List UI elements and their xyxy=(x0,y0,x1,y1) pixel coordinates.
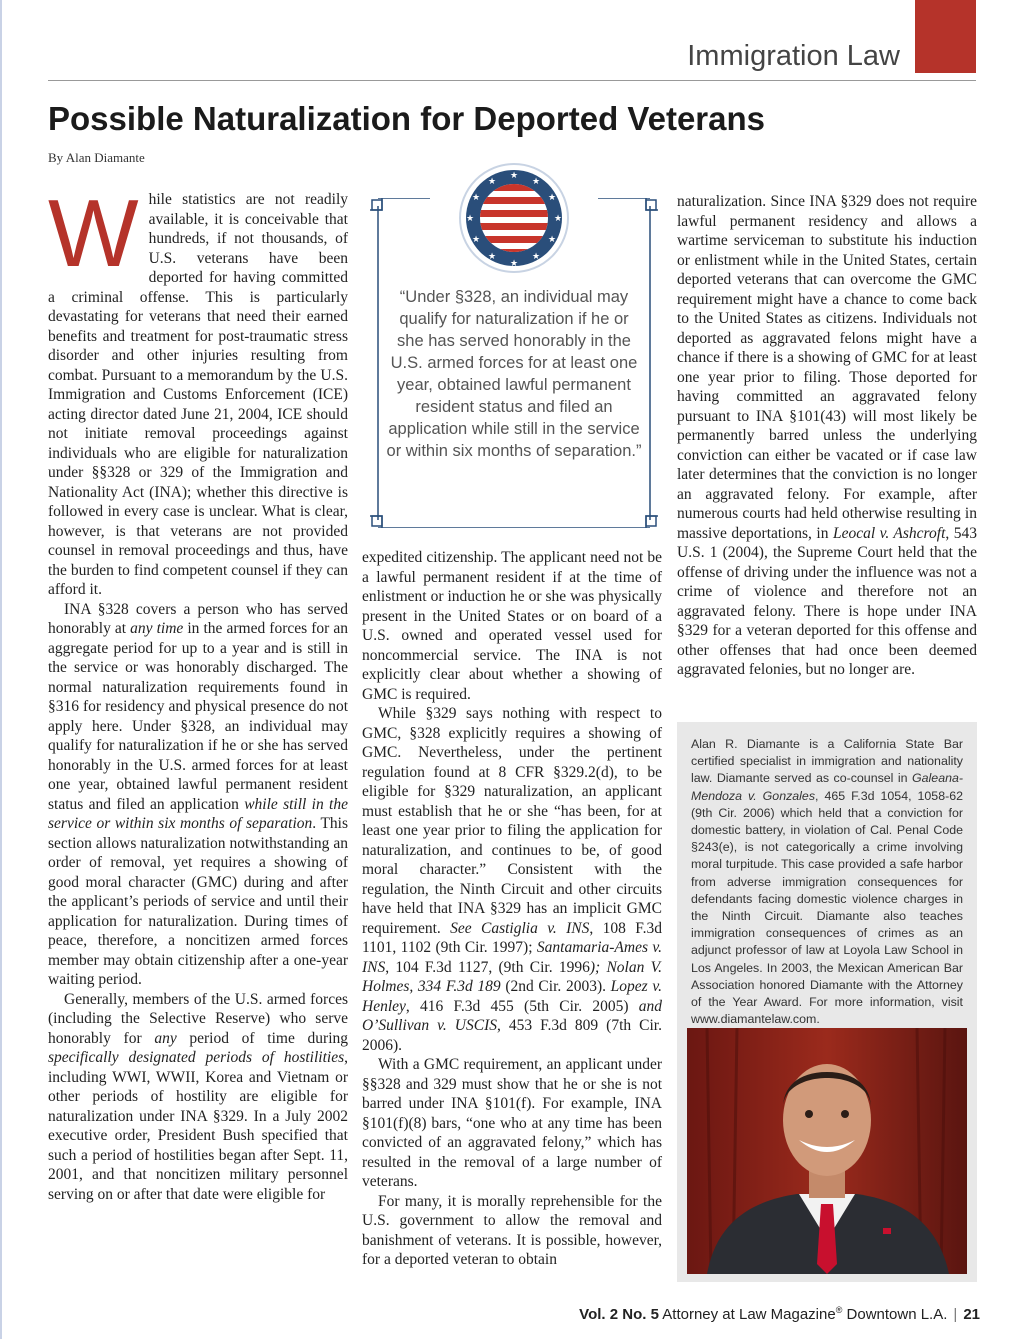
paragraph: While statistics are not readily available, it is conceivable that hundreds, if not thousands, of U.S. veterans have been deported for having committed a criminal offense. This is particularly devastating for veterans that need their earned benefits and treatment for post-traumatic stress disorder and other injuries resulting from combat. Pursuant to a memorandum by the U.S. Immigration and Customs Enforcement (ICE) acting director dated June 21, 2004, ICE should not initiate removal proceedings against individuals who are eligible for naturalization under §§328 or 329 of the Immigration and Nationality Act (INA); whether this directive is followed in every case is unclear. What is clear, however, is that veterans are not provided counsel in removal proceedings and thus, have the burden to find competent counsel if they can afford it. xyxy=(48,180,348,598)
section-color-tab xyxy=(915,0,976,73)
byline: By Alan Diamante xyxy=(48,150,145,165)
edition-name: Downtown L.A. xyxy=(846,1306,948,1323)
svg-text:★: ★ xyxy=(465,214,475,224)
pull-quote: “Under §328, an individual may qualify for naturalization if he or she has served honorably in the U.S. armed forces for at least one year, obtained lawful permanent resident status and filed an application while still in the service or within six months of separation.” xyxy=(386,288,642,460)
svg-text:★: ★ xyxy=(553,214,563,224)
paragraph: While §329 says nothing with respect to GMC, §328 explicitly requires a showing of GMC. Nevertheless, under the pertinent regulation found at 8 CFR §329.2(d), to be eligible for §329 naturalization, an applicant must establish that he or she “has been, for at least one year prior to filing the application for naturalization, and continues to be, of good moral character.” Consistent with the regulation, the Ninth Circuit and other circuits have held that INA §329 has an implicit GMC requirement. See Castiglia v. INS, 108 F.3d 1101, 1102 (9th Cir. 1997); Santamaria-Ames v. INS, 104 F.3d 1127, (9th Cir. 1996); Nolan V. Holmes, 334 F.3d 189 (2nd Cir. 2003). Lopez v. Henley, 416 F.3d 455 (5th Cir. 2005) and O’Sullivan v. USCIS, 453 F.3d 809 (7th Cir. 2006). xyxy=(362,705,662,1054)
author-bio-box xyxy=(677,722,977,1282)
issue-number: Vol. 2 No. 5 xyxy=(579,1306,659,1323)
svg-text:★: ★ xyxy=(509,259,519,269)
page-footer xyxy=(420,1305,980,1323)
paragraph: naturalization. Since INA §329 does not require lawful permanent residency and allows a wartime serviceman to substitute his induction or enlistment while in the United States, certain deported veterans that can overcome the GMC requirement might have a chance to come back to the United States as citizens. Individuals not deported as aggravated felons might have a chance if there is a showing of GMC for at least one year prior to filing. Those deported for having committed an aggravated felony pursuant to INA §101(43) will most likely be permanently barred unless the underlying conviction can either be vacated or if case law later determines that the conviction is no longer an aggravated felony. For example, after numerous courts had held otherwise resulting in massive deportations, in Leocal v. Ashcroft, 543 U.S. 1 (2004), the Supreme Court held that the offense of driving under the influence was not a crime of violence and therefore not an aggravated felony. There is hope under INA §329 for a veteran deported for this offense and other offenses that had once been deemed aggravated felonies, but no longer are. xyxy=(677,193,977,678)
header-divider xyxy=(48,80,976,81)
section-label: Immigration Law xyxy=(687,40,900,72)
svg-text:★: ★ xyxy=(487,177,497,187)
author-bio-text: Alan R. Diamante is a California State Bar certified specialist in immigration and nationality law. Diamante served as co-counsel in Galeana-Mendoza v. Gonzales, 465 F.3d 1054, 1058-62 (9th Cir. 2006) which held that a conviction for domestic battery, in violation of Cal. Penal Code §243(e), is not categorically a crime involving moral turpitude. This case provided a safe harbor from adverse immigration consequences for defendants facing domestic violence charges in the Ninth Circuit. Diamante also teaches immigration consequences of crimes as an adjunct professor of law at Loyola Law School in Los Angeles. In 2003, the Mexican American Bar Association honored Diamante with the Attorney of the Year Award. For more information, visit www.diamantelaw.com. xyxy=(691,737,963,1027)
svg-text:★: ★ xyxy=(547,193,557,203)
paragraph: Generally, members of the U.S. armed forces (including the Selective Reserve) who serve honorably for any period of time during specifically designated periods of hostilities, including WWI, WWII, Korea and Vietnam or other periods of hostility are eligible for naturalization under INA §329. In a July 2002 executive order, President Bush specified that such a period of hostilities began after Sept. 11, 2001, and that noncitizen military personnel serving on or after that date were eligible for xyxy=(48,990,349,1203)
pull-quote-box xyxy=(370,171,658,528)
paragraph: With a GMC requirement, an applicant under §§328 and 329 must show that he or she is not barred under INA §101(f). For example, INA §101(f)(8) bars, “one who at any time has been convicted of an aggravated felony,” which has resulted in the removal of a large number of veterans. xyxy=(362,1056,662,1190)
svg-text:★: ★ xyxy=(471,235,481,245)
svg-text:★: ★ xyxy=(509,171,519,181)
paragraph: INA §328 covers a person who has served honorably at any time in the armed forces for an aggregate period for up to a year and is still in the service or was honorably discharged. The normal naturalization requirements found in §316 for residency and physical presence do not apply here. Under §328, an individual may qualify for naturalization if he or she has served honorably in the U.S. armed forces for at least one year, obtained lawful permanent resident status and filed an application while still in the service or within six months of separation. This section allows naturalization notwithstanding an order of removal, yet requires a showing of good moral character (GMC) during and after the applicant’s periods of service and until their application for naturalization. During times of peace, therefore, a noncitizen armed forces member may obtain citizenship after a one-year waiting period. xyxy=(48,600,348,988)
paragraph: For many, it is morally reprehensible for the U.S. government to allow the removal and banishment of veterans. It is possible, however, for a deported veteran to obtain xyxy=(362,1192,662,1268)
article-column-3 xyxy=(677,192,977,722)
footer-separator: | xyxy=(953,1306,958,1323)
svg-text:★: ★ xyxy=(547,235,557,245)
page-number: 21 xyxy=(963,1306,980,1323)
author-photo xyxy=(687,1028,967,1274)
paragraph: expedited citizenship. The applicant need not be a lawful permanent resident if at the time of enlistment or induction he or she was physically present in the United States or on board of a U.S. owned and operated vessel used for noncommercial service. The INA is not explicitly clear about whether a showing of GMC is required. xyxy=(362,549,662,703)
article-column-1 xyxy=(48,180,349,1290)
article-column-2 xyxy=(362,548,662,1290)
american-flag-seal-icon xyxy=(458,162,570,274)
page-edge-line xyxy=(0,0,2,1339)
registered-mark: ® xyxy=(835,1305,843,1315)
svg-text:★: ★ xyxy=(531,252,541,262)
svg-text:★: ★ xyxy=(487,252,497,262)
svg-text:★: ★ xyxy=(471,193,481,203)
drop-cap: W xyxy=(48,180,139,287)
svg-text:★: ★ xyxy=(531,177,541,187)
magazine-name: Attorney at Law Magazine xyxy=(662,1306,836,1323)
article-title: Possible Naturalization for Deported Veterans xyxy=(48,100,766,137)
